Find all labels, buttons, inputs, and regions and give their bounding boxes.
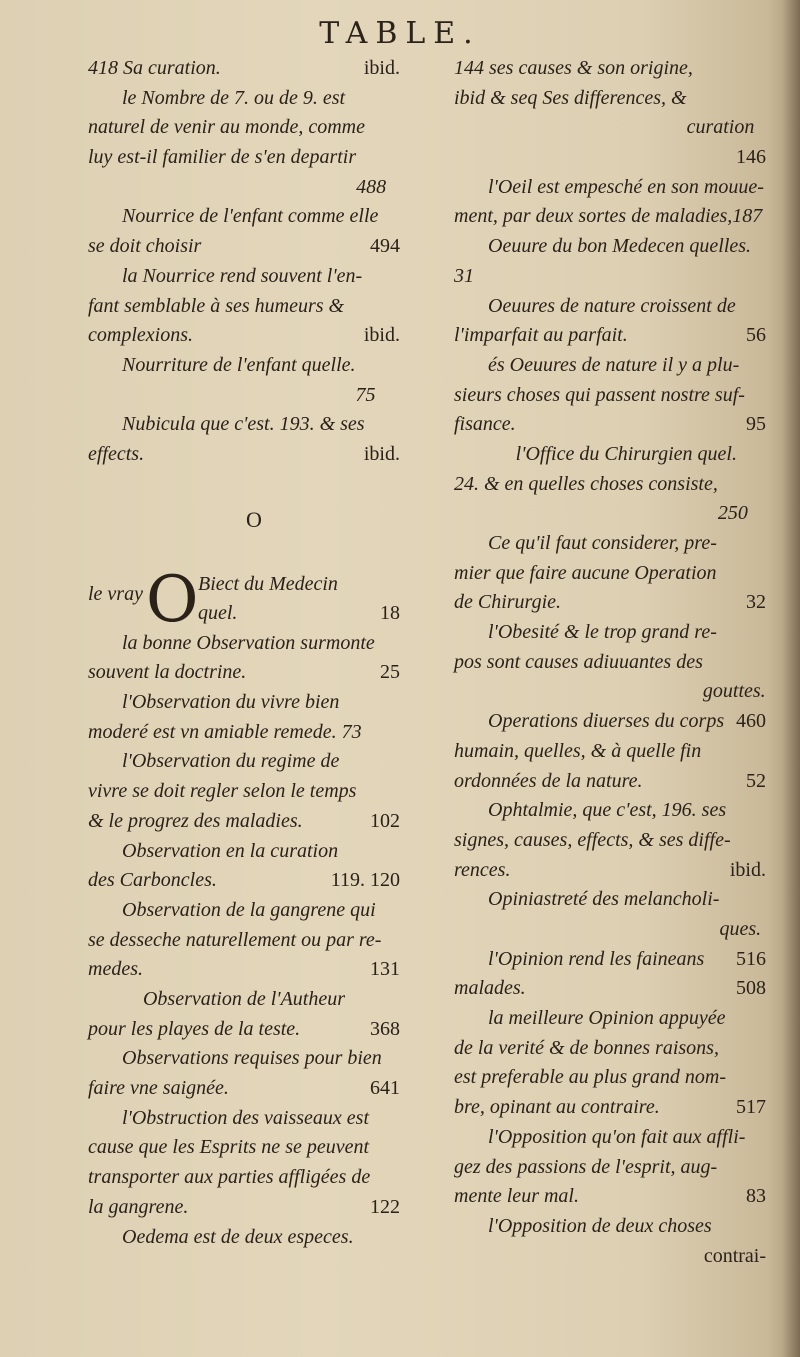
index-line-text: 144 ses causes & son origine,: [454, 57, 693, 79]
index-line-text: l'Opposition qu'on fait aux affli-: [488, 1125, 746, 1148]
index-line-text: pour les playes de la teste.: [88, 1017, 301, 1040]
index-line: [88, 896, 400, 926]
index-line-text: moderé est vn amiable remede. 73: [88, 720, 362, 743]
index-line: [454, 410, 766, 440]
index-line: [88, 658, 400, 688]
index-line-text: pos sont causes adiuuantes des: [454, 650, 703, 673]
index-line: [88, 202, 400, 232]
index-line-page-ref: ibid.: [729, 858, 766, 881]
dropcap-line-2-text: quel.: [198, 602, 238, 625]
section-letter: O: [246, 506, 262, 532]
index-line-text: sieurs choses qui passent nostre suf-: [454, 383, 745, 406]
index-line: [88, 232, 400, 262]
index-line-text: vivre se doit regler selon le temps: [88, 780, 357, 803]
index-line-text: naturel de venir au monde, comme: [88, 116, 365, 139]
index-line-text: 31: [454, 264, 474, 287]
index-line-text: l'Obstruction des vaisseaux est: [122, 1106, 370, 1129]
left-entries-top: [88, 54, 400, 470]
index-line-text: 418 Sa curation.: [88, 57, 221, 79]
index-line: [88, 410, 400, 440]
index-line-text: és Oeuures de nature il y a plu-: [488, 353, 740, 376]
left-column: [88, 54, 400, 1252]
index-line-text: complexions.: [88, 324, 193, 347]
index-line: [454, 707, 766, 737]
index-line-text: l'Observation du regime de: [122, 750, 340, 773]
index-line: [88, 807, 400, 837]
index-line-text: 24. & en quelles choses consiste,: [454, 472, 718, 495]
index-line-page-ref: 56: [746, 324, 766, 347]
index-line-page-ref: 131: [370, 958, 400, 981]
index-line-page-ref: 119. 120: [330, 869, 400, 892]
index-line-text: ment, par deux sortes de maladies,: [454, 205, 733, 228]
index-line: [88, 1133, 400, 1163]
index-line-text: faire vne saignée.: [88, 1076, 229, 1099]
index-line: [88, 777, 400, 807]
index-line: [454, 945, 766, 975]
index-line-page-ref: 508: [736, 977, 766, 1000]
index-line-text: est preferable au plus grand nom-: [454, 1066, 727, 1089]
index-line-text: Oedema est de deux especes.: [122, 1225, 354, 1248]
index-line-text: se doit choisir: [88, 235, 202, 258]
index-line: [454, 974, 766, 1004]
index-line-text: ordonnées de la nature.: [454, 769, 643, 792]
index-line-page-ref: 460: [736, 710, 766, 733]
index-line-page-ref: ibid.: [363, 57, 400, 79]
index-line-page-ref: 95: [746, 413, 766, 436]
index-line: [454, 826, 766, 856]
index-line-text: cause que les Esprits ne se peuvent: [88, 1136, 370, 1159]
index-line: [454, 470, 766, 500]
index-line: [454, 1093, 766, 1123]
index-line: [88, 629, 400, 659]
index-line-text: l'Office du Chirurgien quel.: [515, 442, 737, 465]
index-line: [88, 836, 400, 866]
index-line: [88, 866, 400, 896]
index-line: [454, 262, 766, 292]
index-line-text: l'Opinion rend les faineans: [488, 947, 705, 970]
index-line: [454, 440, 766, 470]
index-line-page-ref: 52: [746, 769, 766, 792]
index-line-text: de Chirurgie.: [454, 591, 562, 614]
index-line: [454, 321, 766, 351]
right-column: [454, 54, 766, 1271]
index-line-text: Nubicula que c'est. 193. & ses: [122, 413, 365, 436]
index-line-page-ref: ibid.: [363, 324, 400, 347]
index-line-page-ref: 25: [380, 661, 400, 684]
index-line: [454, 1004, 766, 1034]
index-line-text: mier que faire aucune Operation: [454, 561, 717, 584]
index-line: [88, 173, 400, 203]
index-line: [454, 588, 766, 618]
dropcap-line-2: [198, 599, 400, 629]
index-line: [454, 113, 766, 169]
index-line: [454, 529, 766, 559]
index-line: [454, 559, 766, 589]
left-entries-bottom: [88, 629, 400, 1252]
index-line: [88, 1044, 400, 1074]
index-line: [88, 747, 400, 777]
index-line-text: malades.: [454, 977, 526, 1000]
index-line-page-ref: 146: [736, 146, 766, 169]
index-line-text: Observation de la gangrene qui: [122, 898, 376, 921]
index-line: [88, 1193, 400, 1223]
index-line-page-ref: 494: [370, 235, 400, 258]
index-line: [88, 54, 400, 84]
index-line-text: la gangrene.: [88, 1195, 189, 1218]
index-line-text: des Carboncles.: [88, 869, 217, 892]
dropcap-line-2-page: 18: [380, 602, 400, 625]
index-line-text: Opiniastreté des melancholi-: [488, 888, 720, 911]
index-line-text: rences.: [454, 858, 511, 881]
index-line-text: humain, quelles, & à quelle fin: [454, 739, 702, 762]
right-entries: [454, 54, 766, 1271]
index-line: [88, 84, 400, 114]
index-line: [88, 143, 400, 173]
index-line: [88, 292, 400, 322]
index-line-text: la bonne Observation surmonte: [122, 631, 375, 654]
index-line-page-ref: 83: [746, 1185, 766, 1208]
index-line: [454, 856, 766, 886]
index-line-text: signes, causes, effects, & ses diffe-: [454, 828, 731, 851]
index-line-text: gez des passions de l'esprit, aug-: [454, 1155, 718, 1178]
index-line: [454, 1123, 766, 1153]
index-line-page-ref: ibid.: [363, 442, 400, 465]
index-line: [88, 718, 400, 748]
index-line: [454, 54, 766, 84]
index-line: [88, 1222, 400, 1252]
index-line: [454, 1152, 766, 1182]
index-line-text: l'Obesité & le trop grand re-: [488, 621, 717, 644]
index-line-text: Operations diuerses du corps: [488, 710, 725, 733]
index-line-page-ref: 32: [746, 591, 766, 614]
index-line: [454, 1242, 766, 1272]
index-line-page-ref: 102: [370, 809, 400, 832]
index-line: [454, 1034, 766, 1064]
index-line: [88, 1163, 400, 1193]
page-header: TABLE.: [319, 16, 481, 51]
index-line-text: 250: [717, 502, 748, 525]
dropcap-letter: O: [146, 562, 199, 637]
index-line-text: & le progrez des maladies.: [88, 809, 303, 832]
index-line: [88, 688, 400, 718]
index-line: [88, 985, 400, 1015]
dropcap-prefix: le vray: [88, 582, 143, 605]
index-line-page-ref: 368: [370, 1017, 400, 1040]
index-line-text: transporter aux parties affligées de: [88, 1166, 371, 1189]
index-line-text: souvent la doctrine.: [88, 661, 247, 684]
dropcap-line-1: Biect du Medecin: [198, 572, 338, 595]
index-line-page-ref: 516: [736, 947, 766, 970]
index-line-text: luy est-il familier de s'en departir: [88, 146, 357, 169]
index-line: [88, 1074, 400, 1104]
index-line: [88, 440, 400, 470]
index-line-text: Observation en la curation: [122, 839, 339, 862]
index-line: [454, 737, 766, 767]
index-line: [88, 381, 400, 411]
index-line-text: l'imparfait au parfait.: [454, 324, 628, 347]
index-line: [88, 926, 400, 956]
index-line: [88, 955, 400, 985]
index-line-text: bre, opinant au contraire.: [454, 1096, 660, 1119]
index-line-text: l'Observation du vivre bien: [122, 691, 340, 714]
index-line-text: fant semblable à ses humeurs &: [88, 294, 345, 317]
index-line-text: Oeuures de nature croissent de: [488, 294, 736, 317]
index-line: [454, 618, 766, 648]
index-line-text: de la verité & de bonnes raisons,: [454, 1036, 719, 1059]
index-line: [454, 1063, 766, 1093]
index-line-page-ref: 122: [370, 1195, 400, 1218]
index-line-text: gouttes.: [702, 680, 766, 703]
index-line-text: l'Opposition de deux choses: [488, 1214, 712, 1237]
index-line: [454, 885, 766, 915]
index-line: [454, 292, 766, 322]
index-line-text: Observation de l'Autheur: [142, 987, 346, 1010]
index-line: [454, 499, 766, 529]
index-line: [88, 113, 400, 143]
index-line: [454, 202, 766, 232]
index-line-text: effects.: [88, 442, 145, 465]
index-line-text: se desseche naturellement ou par re-: [88, 928, 382, 951]
index-line-page-ref: contrai-: [703, 1244, 766, 1267]
index-line-text: Oeuure du bon Medecen quelles.: [488, 235, 752, 258]
index-line-text: Nourriture de l'enfant quelle.: [122, 353, 356, 376]
index-line: [454, 381, 766, 411]
index-line: [454, 796, 766, 826]
index-line-text: ques.: [719, 917, 762, 940]
index-line: [454, 767, 766, 797]
index-line-text: Observations requises pour bien: [122, 1047, 382, 1070]
index-line-text: medes.: [88, 958, 143, 981]
index-line: [88, 1104, 400, 1134]
index-line-text: fisance.: [454, 413, 516, 436]
index-line: [88, 1015, 400, 1045]
index-line-page-ref: 517: [736, 1096, 766, 1119]
index-line-text: la Nourrice rend souvent l'en-: [122, 264, 363, 287]
index-line: [454, 143, 766, 198]
index-line-text: Ophtalmie, que c'est, 196. ses: [488, 799, 727, 822]
index-line-page-ref: 641: [370, 1076, 400, 1099]
dropcap-entry: [88, 562, 400, 637]
index-line: [454, 1212, 766, 1242]
index-line: [88, 351, 400, 381]
index-line-text: 187: [732, 205, 763, 228]
index-line: [454, 84, 766, 114]
index-line-text: Ce qu'il faut considerer, pre-: [488, 532, 717, 555]
index-line-text: 75: [355, 383, 376, 406]
index-line-text: curation: [686, 116, 755, 139]
index-line-text: ibid & seq Ses differences, &: [454, 86, 687, 109]
index-line: [454, 648, 766, 678]
index-line: [88, 262, 400, 292]
index-line-text: le Nombre de 7. ou de 9. est: [122, 86, 346, 109]
index-line-text: la meilleure Opinion appuyée: [488, 1007, 726, 1030]
index-line-text: mente leur mal.: [454, 1185, 579, 1208]
index-line: [454, 232, 766, 262]
index-line-text: l'Oeil est empesché en son mouue-: [488, 175, 764, 198]
index-line: [88, 321, 400, 351]
index-line: [454, 351, 766, 381]
index-line-text: 488: [356, 175, 387, 198]
index-line: [454, 1182, 766, 1212]
index-line-text: Nourrice de l'enfant comme elle: [122, 205, 379, 228]
